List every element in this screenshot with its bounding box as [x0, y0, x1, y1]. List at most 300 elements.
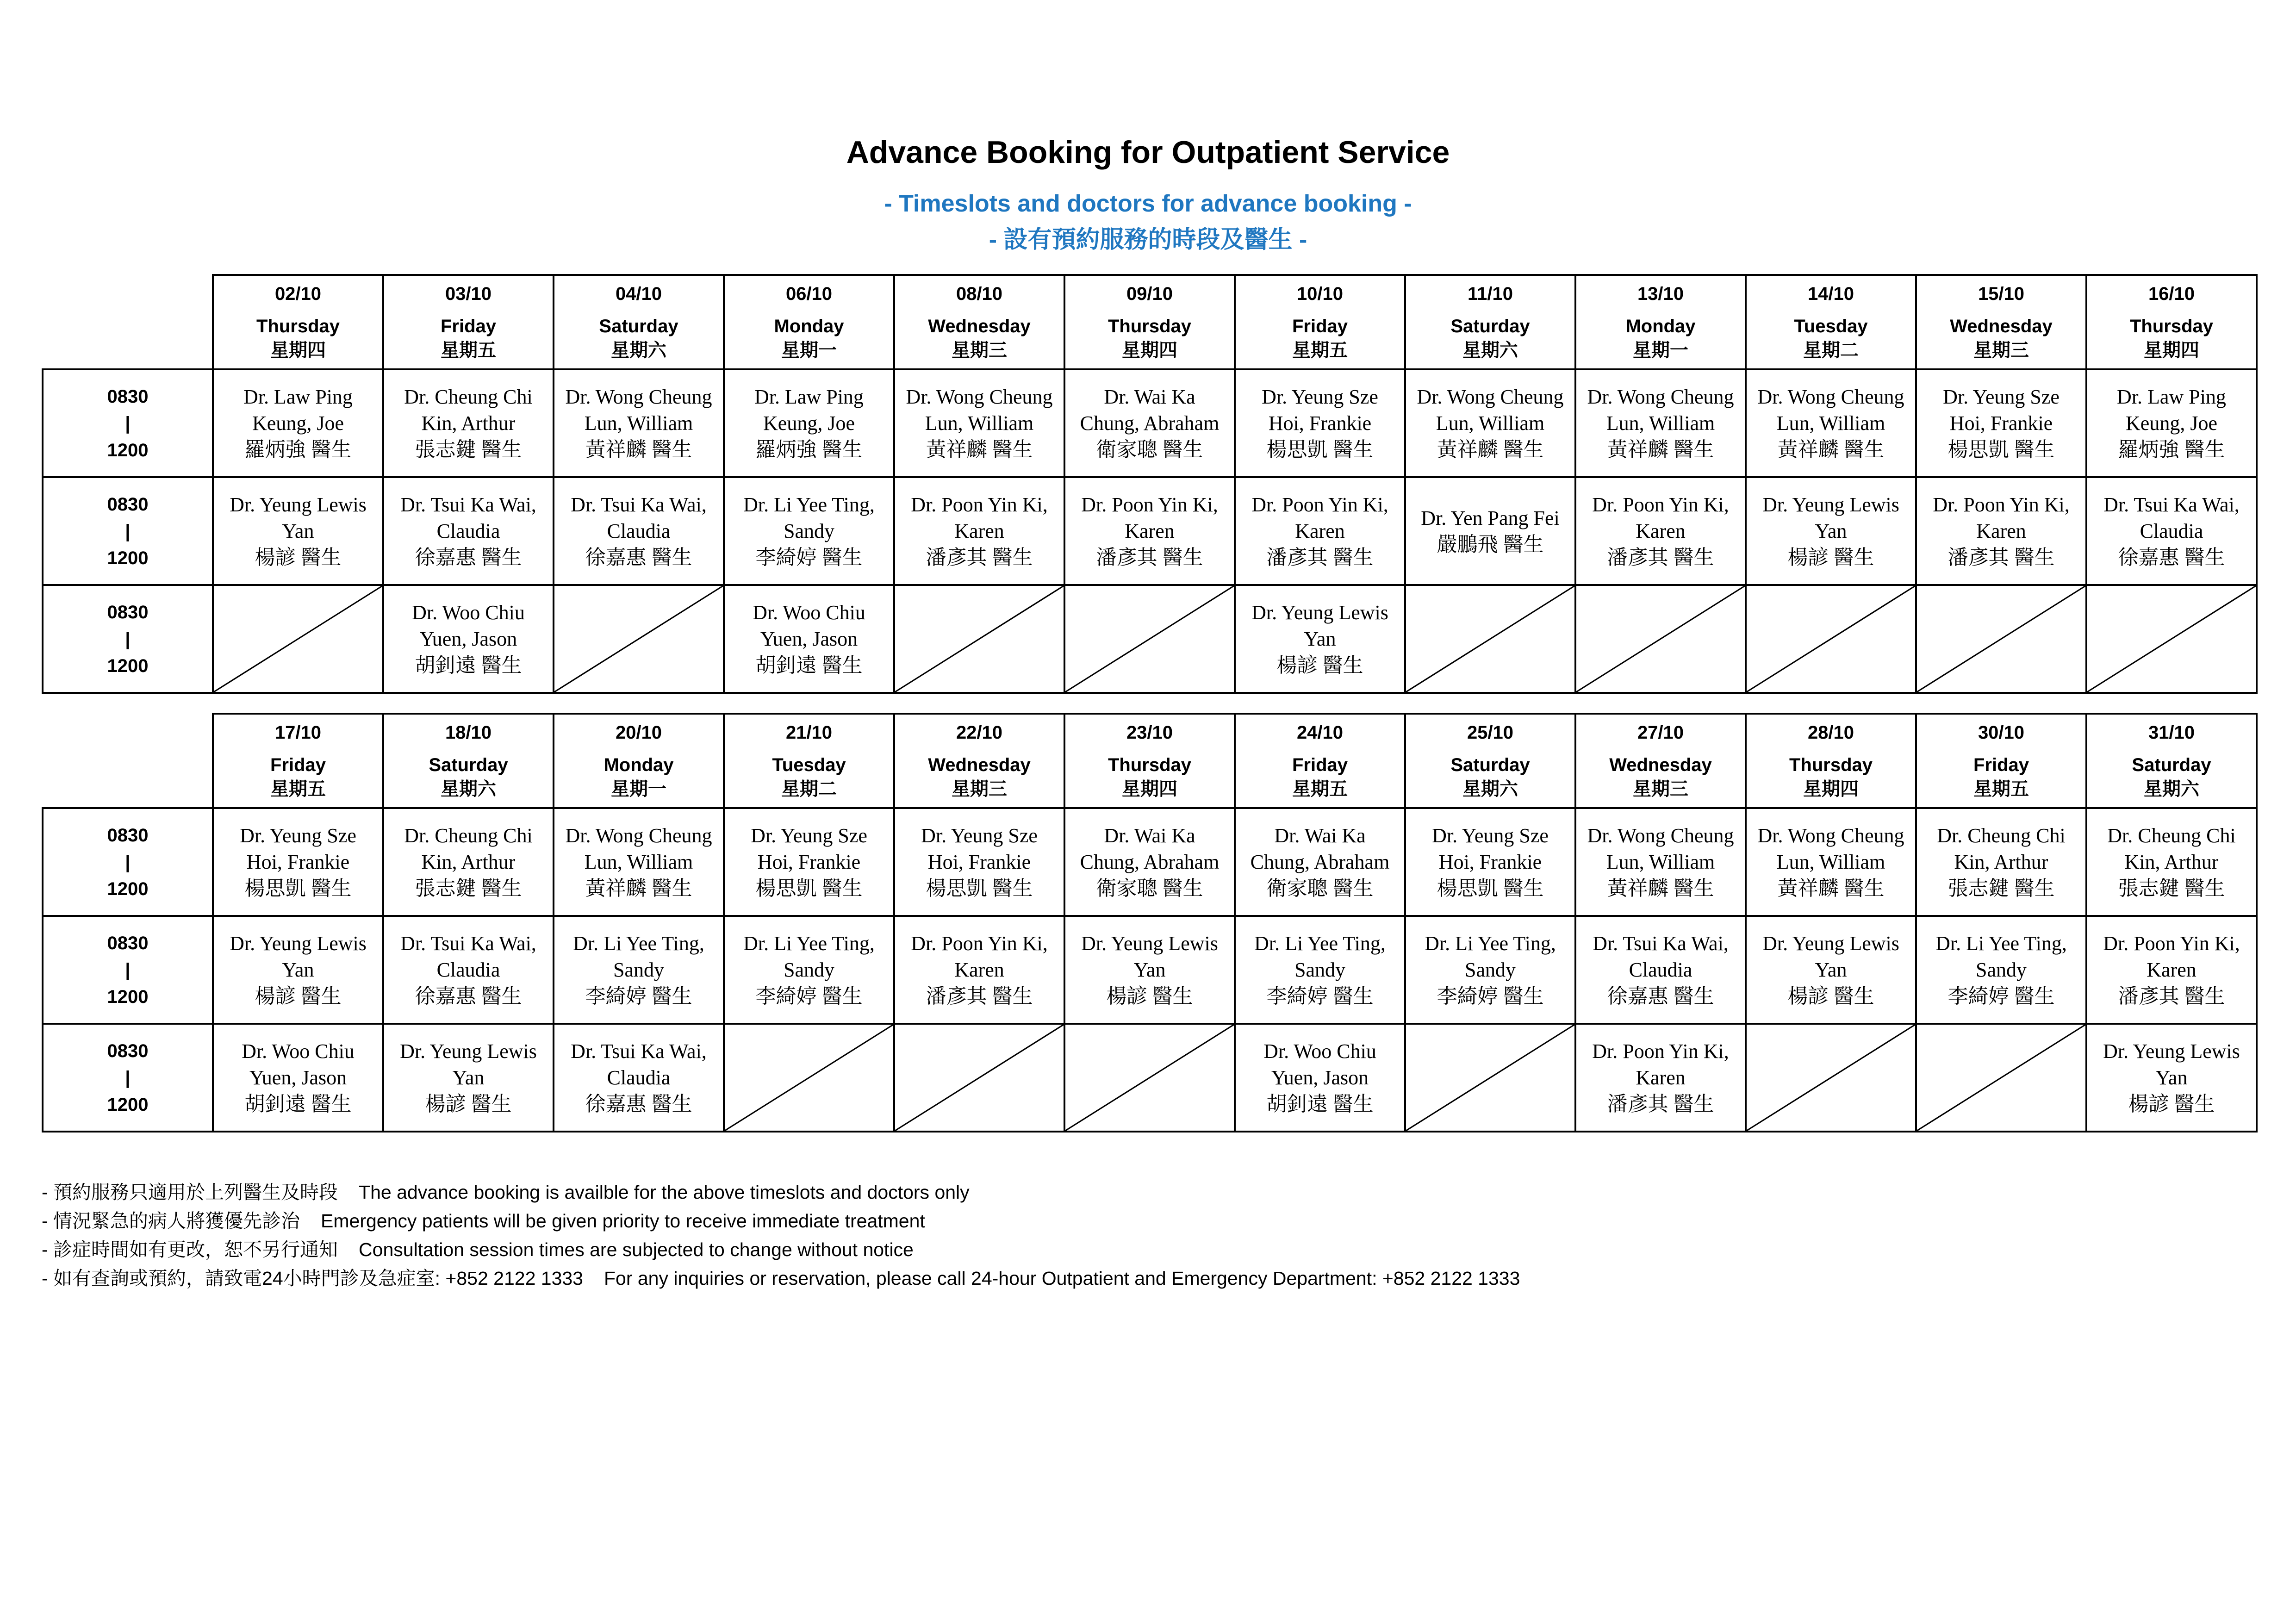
doctor-line: 潘彥其 醫生 — [1948, 546, 2055, 569]
doctor-line: 李綺婷 醫生 — [755, 546, 863, 569]
schedule-table-2 — [42, 713, 2258, 1132]
day-header — [894, 275, 1064, 369]
doctor-line: Sandy — [1465, 958, 1516, 981]
diagonal-slash-line — [1065, 1025, 1234, 1131]
doctor-line: 楊思凱 醫生 — [926, 877, 1033, 900]
day-header-date: 31/10 — [2148, 722, 2195, 743]
time-slot-cell — [43, 1024, 213, 1132]
day-header-cn: 星期一 — [1633, 340, 1688, 361]
day-header-day: Monday — [1625, 316, 1696, 336]
doctor-line: 楊思凱 醫生 — [1266, 438, 1374, 461]
day-header-day: Saturday — [599, 316, 678, 336]
doctor-line: Yan — [1815, 958, 1847, 981]
diagonal-slash-icon — [214, 586, 382, 692]
day-header — [2086, 714, 2257, 808]
doctor-cell — [1746, 477, 1916, 585]
doctor-cell — [1575, 369, 1746, 477]
note-zh: - 診症時間如有更改，恕不另行通知 — [42, 1239, 338, 1260]
doctor-cell — [1575, 477, 1746, 585]
diagonal-slash-icon — [895, 586, 1064, 692]
doctor-cell — [724, 808, 894, 916]
day-header-cn: 星期三 — [952, 340, 1007, 361]
doctor-line: Sandy — [613, 958, 664, 981]
note-item — [42, 1264, 1520, 1293]
doctor-line: 潘彥其 醫生 — [1096, 546, 1203, 569]
time-slot-start: 0830 — [107, 1040, 149, 1061]
day-header — [1235, 714, 1405, 808]
doctor-cell — [1575, 808, 1746, 916]
unavailable-cell — [1746, 585, 1916, 693]
day-header — [1405, 275, 1575, 369]
day-header-cn: 星期二 — [781, 779, 837, 799]
day-header-cn: 星期三 — [1973, 340, 2029, 361]
day-header — [554, 714, 724, 808]
day-header-date: 22/10 — [956, 722, 1003, 743]
doctor-line: Hoi, Frankie — [927, 851, 1031, 873]
day-header-cn: 星期六 — [1462, 779, 1518, 799]
day-header-day: Friday — [270, 755, 326, 775]
doctor-line: 楊諺 醫生 — [2128, 1093, 2215, 1115]
day-header-date: 18/10 — [445, 722, 492, 743]
doctor-line: Dr. Woo Chiu — [412, 601, 525, 624]
diagonal-slash-icon — [1747, 1025, 1915, 1131]
unavailable-cell — [1746, 1024, 1916, 1132]
doctor-line: 衛家聰 醫生 — [1096, 877, 1203, 900]
doctor-line: Karen — [2147, 958, 2196, 981]
day-header-cn: 星期五 — [441, 340, 496, 361]
day-header-cn: 星期五 — [1292, 340, 1348, 361]
doctor-line: 潘彥其 醫生 — [1607, 546, 1714, 569]
time-slot-cell — [43, 808, 213, 916]
diagonal-slash-icon — [1406, 586, 1574, 692]
doctor-cell — [213, 916, 383, 1024]
doctor-line: 徐嘉惠 醫生 — [2118, 546, 2225, 569]
day-header-day: Thursday — [1789, 755, 1873, 775]
time-slot-cell — [43, 585, 213, 693]
doctor-line: Dr. Poon Yin Ki, — [1592, 1040, 1729, 1063]
notes-section — [42, 1178, 1520, 1293]
time-slot-sep: | — [125, 521, 131, 541]
time-slot-sep: | — [125, 959, 131, 980]
unavailable-cell — [1575, 585, 1746, 693]
note-en: Consultation session times are subjected to change without notice — [359, 1239, 914, 1260]
doctor-line: Lun, William — [925, 412, 1034, 435]
unavailable-cell — [894, 585, 1064, 693]
doctor-line: 黃祥麟 醫生 — [1777, 438, 1885, 461]
doctor-cell — [383, 585, 554, 693]
doctor-line: Dr. Li Yee Ting, — [1254, 932, 1386, 955]
doctor-line: Dr. Wong Cheung — [906, 386, 1053, 408]
doctor-line: Kin, Arthur — [421, 412, 516, 435]
day-header-day: Friday — [1292, 316, 1348, 336]
doctor-line: 楊諺 醫生 — [255, 546, 342, 569]
day-header-day: Tuesday — [1794, 316, 1868, 336]
doctor-line: Karen — [954, 520, 1004, 542]
doctor-cell — [1235, 808, 1405, 916]
day-header-day: Saturday — [1450, 316, 1530, 336]
diagonal-slash-icon — [2087, 586, 2256, 692]
doctor-line: Dr. Wong Cheung — [1417, 386, 1564, 408]
unavailable-cell — [213, 585, 383, 693]
doctor-line: Dr. Law Ping — [754, 386, 864, 408]
day-header — [1405, 714, 1575, 808]
note-en: For any inquiries or reservation, please call 24-hour Outpatient and Emergency Department: +852 2122 1333 — [604, 1268, 1520, 1289]
doctor-line: Dr. Cheung Chi — [404, 386, 533, 408]
day-header-day: Monday — [604, 755, 674, 775]
doctor-cell — [1235, 1024, 1405, 1132]
header-row — [43, 275, 2257, 369]
doctor-line: Dr. Tsui Ka Wai, — [400, 932, 536, 955]
day-header — [1746, 714, 1916, 808]
diagonal-slash-icon — [725, 1025, 893, 1131]
slot-row — [43, 1024, 2257, 1132]
doctor-cell — [1405, 808, 1575, 916]
doctor-line: Dr. Yeung Lewis — [1251, 601, 1388, 624]
doctor-line: Lun, William — [1776, 412, 1885, 435]
doctor-line: Yan — [282, 958, 314, 981]
doctor-line: Yan — [282, 520, 314, 542]
doctor-line: 徐嘉惠 醫生 — [585, 546, 692, 569]
time-slot-start: 0830 — [107, 494, 149, 515]
doctor-line: 潘彥其 醫生 — [1607, 1093, 1714, 1115]
day-header-cn: 星期五 — [270, 779, 326, 799]
doctor-line: Yuen, Jason — [760, 628, 858, 650]
doctor-line: Dr. Poon Yin Ki, — [911, 932, 1048, 955]
doctor-line: 胡釗遠 醫生 — [244, 1093, 352, 1115]
day-header-date: 09/10 — [1126, 284, 1173, 304]
doctor-cell — [1746, 916, 1916, 1024]
doctor-line: Dr. Li Yee Ting, — [1425, 932, 1556, 955]
doctor-line: Dr. Li Yee Ting, — [743, 932, 875, 955]
doctor-line: Dr. Wong Cheung — [1757, 824, 1904, 847]
day-header-day: Friday — [1292, 755, 1348, 775]
doctor-line: Karen — [1125, 520, 1175, 542]
day-header-date: 17/10 — [274, 722, 322, 743]
diagonal-slash-line — [554, 586, 723, 692]
time-slot-sep: | — [125, 1067, 131, 1088]
doctor-line: Dr. Yeung Sze — [1262, 386, 1378, 408]
doctor-line: Dr. Wong Cheung — [1587, 824, 1734, 847]
diagonal-slash-icon — [895, 1025, 1064, 1131]
doctor-cell — [1916, 808, 2086, 916]
diagonal-slash-line — [1917, 1025, 2085, 1131]
day-header-date: 24/10 — [1296, 722, 1344, 743]
day-header-cn: 星期六 — [441, 779, 496, 799]
doctor-line: 羅炳強 醫生 — [2118, 438, 2225, 461]
doctor-cell — [894, 808, 1064, 916]
diagonal-slash-line — [1747, 1025, 1915, 1131]
doctor-line: 張志鍵 醫生 — [1948, 877, 2055, 900]
doctor-line: Hoi, Frankie — [757, 851, 861, 873]
note-en: The advance booking is availble for the above timeslots and doctors only — [359, 1182, 970, 1203]
doctor-line: Dr. Tsui Ka Wai, — [2103, 493, 2240, 516]
doctor-line: Hoi, Frankie — [1438, 851, 1542, 873]
doctor-line: Claudia — [436, 520, 500, 542]
doctor-cell — [1405, 477, 1575, 585]
doctor-cell — [724, 369, 894, 477]
doctor-cell — [554, 1024, 724, 1132]
day-header — [383, 275, 554, 369]
doctor-line: Dr. Poon Yin Ki, — [1081, 493, 1218, 516]
unavailable-cell — [1405, 1024, 1575, 1132]
doctor-line: 胡釗遠 醫生 — [1266, 1093, 1374, 1115]
header-row — [43, 714, 2257, 808]
doctor-cell — [383, 1024, 554, 1132]
day-header-day: Thursday — [1108, 755, 1192, 775]
doctor-line: Yuen, Jason — [1271, 1066, 1369, 1089]
diagonal-slash-icon — [554, 586, 723, 692]
doctor-cell — [554, 477, 724, 585]
diagonal-slash-icon — [1065, 1025, 1234, 1131]
doctor-cell — [1235, 369, 1405, 477]
time-slot-cell — [43, 916, 213, 1024]
day-header-day: Friday — [440, 316, 497, 336]
doctor-cell — [724, 916, 894, 1024]
time-slot-start: 0830 — [107, 933, 149, 953]
day-header-date: 28/10 — [1807, 722, 1854, 743]
doctor-line: Dr. Tsui Ka Wai, — [571, 493, 707, 516]
day-header-day: Wednesday — [1609, 755, 1712, 775]
doctor-line: Keung, Joe — [252, 412, 344, 435]
doctor-line: Hoi, Frankie — [1268, 412, 1372, 435]
day-header-day: Wednesday — [928, 316, 1031, 336]
time-slot-start: 0830 — [107, 386, 149, 407]
note-item — [42, 1235, 1520, 1264]
doctor-line: 李綺婷 醫生 — [585, 985, 692, 1008]
doctor-line: Dr. Yeung Lewis — [400, 1040, 537, 1063]
note-item — [42, 1207, 1520, 1235]
doctor-line: Dr. Yen Pang Fei — [1421, 506, 1560, 529]
doctor-line: Yan — [1133, 958, 1166, 981]
doctor-line: 衛家聰 醫生 — [1266, 877, 1374, 900]
doctor-line: Dr. Li Yee Ting, — [1935, 932, 2067, 955]
day-header-day: Thursday — [2129, 316, 2214, 336]
doctor-line: Yan — [1304, 628, 1336, 650]
doctor-line: 黃祥麟 醫生 — [1607, 877, 1714, 900]
day-header-date: 10/10 — [1296, 284, 1344, 304]
doctor-line: Lun, William — [584, 851, 693, 873]
doctor-line: Dr. Wong Cheung — [1587, 386, 1734, 408]
day-header — [1916, 275, 2086, 369]
day-header — [1916, 714, 2086, 808]
doctor-cell — [383, 808, 554, 916]
doctor-line: Kin, Arthur — [421, 851, 516, 873]
diagonal-slash-line — [1406, 1025, 1574, 1131]
diagonal-slash-line — [1747, 586, 1915, 692]
doctor-line: 潘彥其 醫生 — [926, 546, 1033, 569]
doctor-line: Kin, Arthur — [2124, 851, 2219, 873]
doctor-line: Dr. Yeung Lewis — [1762, 493, 1899, 516]
doctor-line: Hoi, Frankie — [246, 851, 350, 873]
day-header — [1575, 275, 1746, 369]
doctor-cell — [1064, 916, 1235, 1024]
subtitle-chinese: - 設有預約服務的時段及醫生 - — [989, 226, 1307, 253]
day-header-cn: 星期六 — [1462, 340, 1518, 361]
doctor-line: 李綺婷 醫生 — [1437, 985, 1544, 1008]
note-zh: - 預約服務只適用於上列醫生及時段 — [42, 1182, 338, 1203]
doctor-line: Keung, Joe — [763, 412, 855, 435]
doctor-line: Dr. Li Yee Ting, — [743, 493, 875, 516]
day-header-cn: 星期六 — [611, 340, 666, 361]
day-header-date: 06/10 — [785, 284, 833, 304]
doctor-line: 胡釗遠 醫生 — [415, 654, 522, 677]
doctor-cell — [2086, 369, 2257, 477]
doctor-cell — [1235, 916, 1405, 1024]
doctor-line: Dr. Yeung Sze — [1943, 386, 2060, 408]
day-header — [213, 275, 383, 369]
day-header-cn: 星期四 — [1122, 340, 1177, 361]
doctor-line: Chung, Abraham — [1250, 851, 1390, 873]
day-header-date: 21/10 — [785, 722, 833, 743]
diagonal-slash-icon — [1917, 586, 2085, 692]
note-item — [42, 1178, 1520, 1207]
day-header-cn: 星期一 — [611, 779, 666, 799]
time-slot-cell — [43, 369, 213, 477]
doctor-line: Lun, William — [1606, 851, 1715, 873]
day-header — [2086, 275, 2257, 369]
day-header-cn: 星期四 — [1803, 779, 1859, 799]
diagonal-slash-icon — [1576, 586, 1745, 692]
day-header — [724, 275, 894, 369]
doctor-line: Dr. Poon Yin Ki, — [1592, 493, 1729, 516]
day-header-date: 15/10 — [1978, 284, 2025, 304]
doctor-line: 徐嘉惠 醫生 — [415, 546, 522, 569]
doctor-line: Dr. Law Ping — [2117, 386, 2226, 408]
day-header — [1575, 714, 1746, 808]
day-header — [894, 714, 1064, 808]
corner-cell — [43, 275, 213, 369]
doctor-line: 楊諺 醫生 — [255, 985, 342, 1008]
day-header-cn: 星期二 — [1803, 340, 1859, 361]
doctor-line: Sandy — [1294, 958, 1345, 981]
time-slot-start: 0830 — [107, 825, 149, 846]
doctor-line: 楊諺 醫生 — [1106, 985, 1193, 1008]
time-slot-end: 1200 — [107, 548, 149, 568]
doctor-cell — [213, 369, 383, 477]
doctor-cell — [213, 1024, 383, 1132]
doctor-line: 楊諺 醫生 — [425, 1093, 512, 1115]
doctor-cell — [1064, 808, 1235, 916]
day-header-date: 08/10 — [956, 284, 1003, 304]
doctor-cell — [1575, 1024, 1746, 1132]
doctor-cell — [1405, 369, 1575, 477]
corner-cell — [43, 714, 213, 808]
doctor-line: Dr. Woo Chiu — [242, 1040, 355, 1063]
doctor-line: 楊諺 醫生 — [1787, 546, 1874, 569]
doctor-line: Dr. Wong Cheung — [565, 386, 712, 408]
day-header-date: 30/10 — [1978, 722, 2025, 743]
time-slot-start: 0830 — [107, 602, 149, 622]
doctor-line: Yuen, Jason — [249, 1066, 347, 1089]
doctor-cell — [554, 916, 724, 1024]
note-zh: - 情況緊急的病人將獲優先診治 — [42, 1210, 300, 1232]
time-slot-cell — [43, 477, 213, 585]
diagonal-slash-icon — [1917, 1025, 2085, 1131]
day-header — [1746, 275, 1916, 369]
doctor-cell — [383, 916, 554, 1024]
slot-row — [43, 585, 2257, 693]
unavailable-cell — [1064, 1024, 1235, 1132]
doctor-line: 楊思凱 醫生 — [1948, 438, 2055, 461]
day-header-date: 27/10 — [1637, 722, 1684, 743]
doctor-line: Karen — [1295, 520, 1345, 542]
day-header — [724, 714, 894, 808]
day-header — [554, 275, 724, 369]
doctor-line: Claudia — [1629, 958, 1692, 981]
doctor-line: 李綺婷 醫生 — [1266, 985, 1374, 1008]
doctor-line: 胡釗遠 醫生 — [755, 654, 863, 677]
diagonal-slash-line — [895, 586, 1064, 692]
doctor-line: Dr. Tsui Ka Wai, — [400, 493, 536, 516]
doctor-cell — [894, 916, 1064, 1024]
doctor-cell — [1916, 477, 2086, 585]
doctor-line: Karen — [1636, 520, 1686, 542]
slot-row — [43, 477, 2257, 585]
doctor-line: 潘彥其 醫生 — [2118, 985, 2225, 1008]
time-slot-end: 1200 — [107, 878, 149, 899]
doctor-line: Dr. Yeung Lewis — [2103, 1040, 2240, 1063]
doctor-line: Dr. Yeung Sze — [1432, 824, 1549, 847]
unavailable-cell — [1916, 1024, 2086, 1132]
doctor-cell — [2086, 916, 2257, 1024]
doctor-cell — [1746, 369, 1916, 477]
day-header-day: Saturday — [429, 755, 508, 775]
slot-row — [43, 808, 2257, 916]
day-header-cn: 星期四 — [1122, 779, 1177, 799]
doctor-line: Hoi, Frankie — [1949, 412, 2053, 435]
doctor-line: Yuen, Jason — [419, 628, 517, 650]
time-slot-sep: | — [125, 852, 131, 872]
doctor-line: Dr. Wai Ka — [1104, 824, 1195, 847]
doctor-cell — [383, 477, 554, 585]
doctor-line: Dr. Yeung Sze — [240, 824, 356, 847]
doctor-line: Dr. Cheung Chi — [1937, 824, 2066, 847]
doctor-line: Karen — [1976, 520, 2026, 542]
note-zh: - 如有查詢或預約，請致電24小時門診及急症室: +852 2122 1333 — [42, 1268, 583, 1289]
doctor-line: Dr. Wong Cheung — [565, 824, 712, 847]
day-header-day: Wednesday — [1950, 316, 2053, 336]
day-header-cn: 星期五 — [1292, 779, 1348, 799]
day-header — [1235, 275, 1405, 369]
doctor-cell — [894, 369, 1064, 477]
doctor-line: Dr. Yeung Lewis — [230, 932, 367, 955]
doctor-line: Dr. Woo Chiu — [753, 601, 865, 624]
doctor-line: 黃祥麟 醫生 — [1437, 438, 1544, 461]
unavailable-cell — [724, 1024, 894, 1132]
doctor-line: 楊諺 醫生 — [1787, 985, 1874, 1008]
time-slot-sep: | — [125, 413, 131, 434]
day-header-day: Thursday — [256, 316, 340, 336]
doctor-line: Sandy — [784, 520, 834, 542]
doctor-line: 潘彥其 醫生 — [926, 985, 1033, 1008]
day-header-date: 16/10 — [2148, 284, 2195, 304]
day-header-date: 13/10 — [1637, 284, 1684, 304]
day-header-cn: 星期三 — [952, 779, 1007, 799]
day-header-day: Thursday — [1108, 316, 1192, 336]
day-header — [383, 714, 554, 808]
doctor-line: Sandy — [784, 958, 834, 981]
note-en: Emergency patients will be given priority to receive immediate treatment — [321, 1210, 925, 1232]
doctor-cell — [724, 585, 894, 693]
doctor-line: 張志鍵 醫生 — [415, 877, 522, 900]
diagonal-slash-line — [1917, 586, 2085, 692]
doctor-line: 楊思凱 醫生 — [755, 877, 863, 900]
diagonal-slash-line — [895, 1025, 1064, 1131]
doctor-cell — [1064, 369, 1235, 477]
diagonal-slash-line — [1065, 586, 1234, 692]
doctor-line: 張志鍵 醫生 — [415, 438, 522, 461]
doctor-cell — [2086, 1024, 2257, 1132]
